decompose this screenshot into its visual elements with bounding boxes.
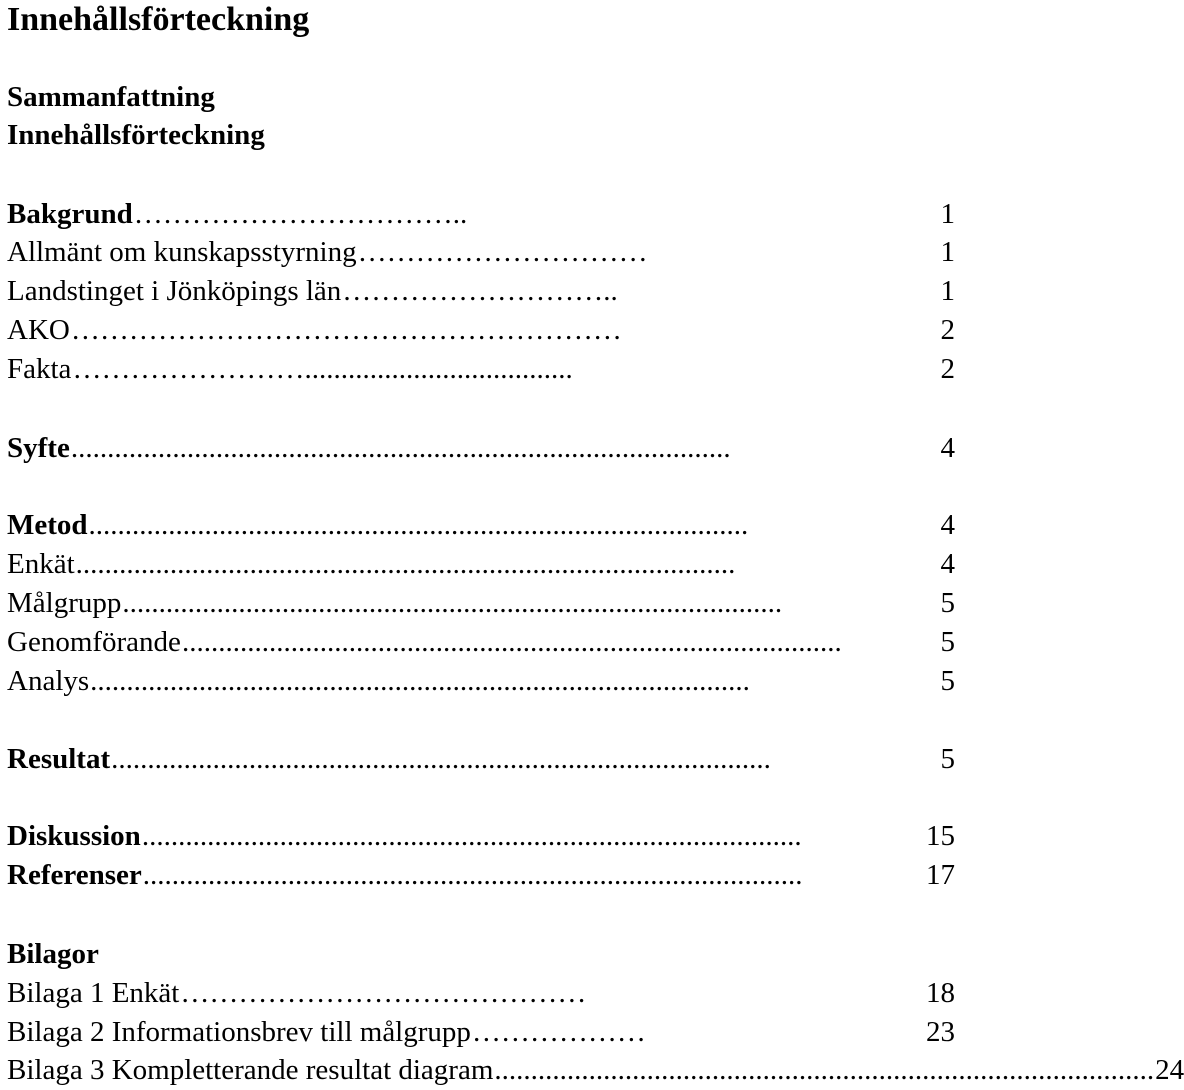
toc-entry — [7, 196, 955, 232]
toc-entry-page: 1 — [940, 236, 955, 268]
toc-entry-page: 2 — [940, 314, 955, 346]
toc-entry-leader: ………………………………………………… — [70, 314, 622, 346]
toc-entry-page: 4 — [940, 548, 955, 580]
toc-entry — [7, 857, 955, 893]
toc-entry-label: Genomförande — [7, 626, 181, 658]
toc-entry-leader: ........................................................................................... — [75, 548, 736, 580]
toc-entry-page: 1 — [940, 275, 955, 307]
toc-entry-leader: ……………………….. — [342, 275, 618, 307]
toc-entry-label: Bakgrund — [7, 198, 133, 230]
toc-entry-leader: ........................................................................................... — [181, 626, 842, 658]
toc-entry-page: 1 — [940, 198, 955, 230]
toc-entry-leader: …………………………….. — [133, 198, 468, 230]
toc-entry-label: Landstinget i Jönköpings län — [7, 275, 342, 307]
toc-entry-label: Allmänt om kunskapsstyrning — [7, 236, 357, 268]
toc-entry-label: Referenser — [7, 859, 142, 891]
appendix-entry-label: Bilaga 3 Kompletterande resultat diagram — [7, 1054, 494, 1086]
toc-entry-label: Syfte — [7, 432, 70, 464]
toc-entry-label: AKO — [7, 314, 70, 346]
toc-entry — [7, 818, 955, 854]
appendix-entry-page: 23 — [926, 1016, 955, 1048]
toc-entry — [7, 351, 955, 387]
toc-entry — [7, 273, 955, 309]
toc-entry — [7, 663, 955, 699]
appendix-entry-page: 24 — [1155, 1054, 1184, 1086]
toc-entry — [7, 741, 955, 777]
toc-entry-label: Målgrupp — [7, 587, 122, 619]
toc-entry-page: 4 — [940, 432, 955, 464]
front-matter-summary: Sammanfattning — [7, 81, 215, 113]
toc-entry — [7, 546, 955, 582]
toc-entry-label: Fakta — [7, 353, 72, 385]
toc-entry-leader: ........................................................................................... — [70, 432, 731, 464]
toc-entry-leader: ........................................................................................... — [90, 665, 750, 697]
appendix-entry-leader: ........................................................................................... — [494, 1054, 1155, 1086]
toc-entry-label: Analys — [7, 665, 90, 697]
appendix-entry-leader: …………………………………… — [180, 977, 587, 1009]
toc-entry-leader: ........................................................................................... — [111, 743, 771, 775]
toc-entry-leader: ………………………… — [357, 236, 648, 268]
toc-entry — [7, 585, 955, 621]
toc-entry-leader: ........................................................................................... — [88, 509, 749, 541]
page-title: Innehållsförteckning — [7, 1, 310, 38]
appendix-entry-leader: ……………… — [471, 1016, 646, 1048]
appendix-entry-page: 18 — [926, 977, 955, 1009]
appendix-entry — [7, 975, 955, 1011]
toc-entry — [7, 507, 955, 543]
toc-entry-page: 15 — [926, 820, 955, 852]
toc-entry-page: 5 — [940, 587, 955, 619]
toc-entry-leader: ........................................................................................... — [141, 820, 802, 852]
appendix-heading: Bilagor — [7, 938, 99, 970]
front-matter-toc: Innehållsförteckning — [7, 119, 265, 151]
toc-entry-page: 17 — [926, 859, 955, 891]
toc-entry-leader: ……………………..................................... — [72, 353, 573, 385]
toc-entry-leader: ........................................................................................... — [142, 859, 803, 891]
appendix-entry-label: Bilaga 1 Enkät — [7, 977, 180, 1009]
toc-entry-label: Resultat — [7, 743, 111, 775]
toc-entry — [7, 234, 955, 270]
appendix-entry — [7, 1014, 955, 1050]
toc-entry — [7, 312, 955, 348]
appendix-entry-label: Bilaga 2 Informationsbrev till målgrupp — [7, 1016, 471, 1048]
toc-entry-page: 5 — [940, 743, 955, 775]
appendix-entry — [7, 1052, 1184, 1088]
toc-entry-page: 4 — [940, 509, 955, 541]
toc-entry-page: 5 — [940, 665, 955, 697]
toc-entry-label: Metod — [7, 509, 88, 541]
toc-entry-page: 5 — [940, 626, 955, 658]
toc-entry — [7, 624, 955, 660]
toc-entry-page: 2 — [940, 353, 955, 385]
toc-entry-label: Enkät — [7, 548, 75, 580]
toc-entry — [7, 430, 955, 466]
toc-entry-leader: ........................................................................................... — [122, 587, 783, 619]
toc-entry-label: Diskussion — [7, 820, 141, 852]
